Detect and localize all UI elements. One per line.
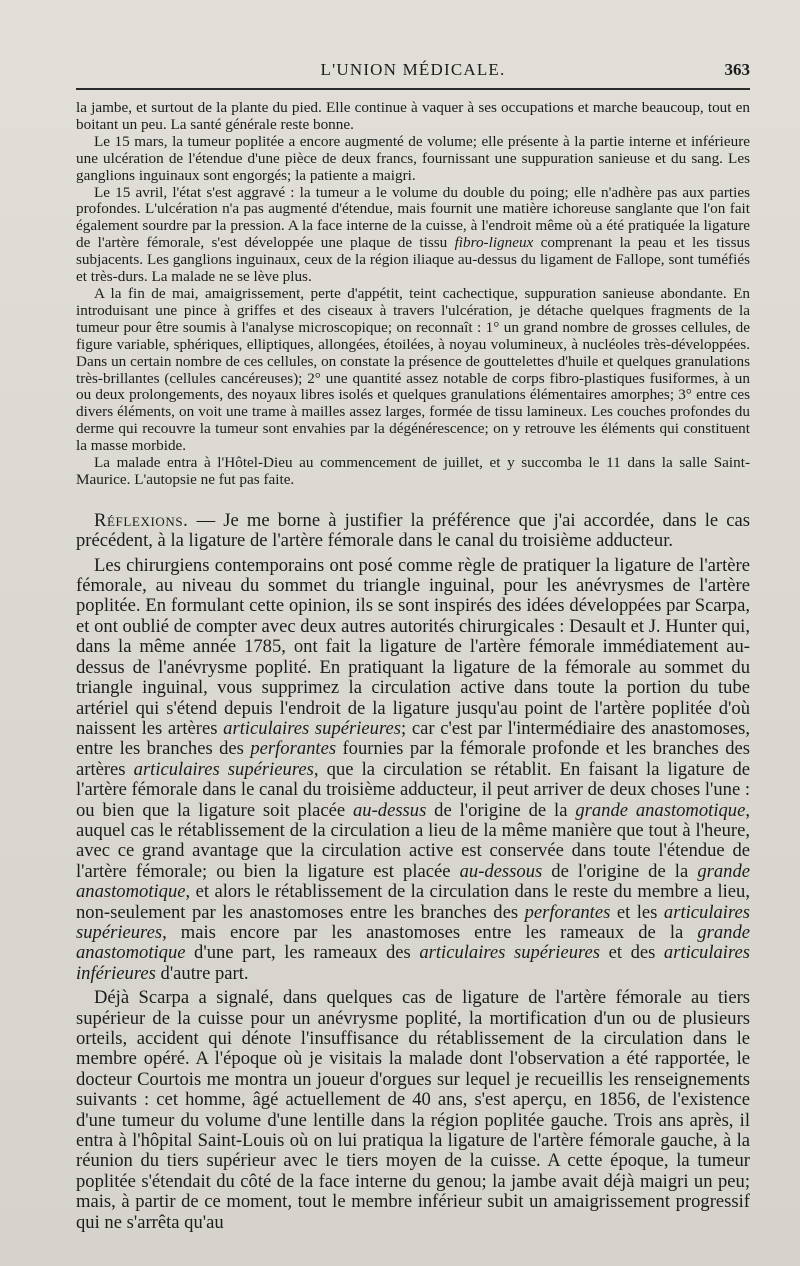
italic-term: grande anastomotique bbox=[76, 860, 750, 903]
page-header bbox=[76, 60, 750, 82]
paragraph: A la fin de mai, amaigrissement, perte d'appétit, teint cachectique, suppuration sanieuse abondante. En introduisant une pince à griffes et des ciseaux à travers l'ulcération, je détache quelques fragments de la tumeur pour être soumis à l'analyse microscopique; on reconnaît : 1° un grand nombre de grosses cellules, de figure variable, sphériques, elliptiques, allongées, étoilées, à noyau volumineux, à nucléoles très-développées. Dans un certain nombre de ces cellules, on constate la présence de gouttelettes d'huile et quelques granulations très-brillantes (cellules cancéreuses); 2° une quantité assez notable de corps fibro-plastiques fusiformes, à un ou deux prolongements, des noyaux libres isolés et quelques granulations élémentaires amorphes; 3° entre ces divers éléments, on voit une trame à mailles assez larges, formée de tissu lamineux. Les couches profondes du derme qui recouvre la tumeur sont envahies par la dégénérescence; on y retrouve les éléments qui constituent la masse morbide. bbox=[76, 284, 750, 455]
italic-term: articulaires supérieures bbox=[419, 942, 601, 964]
reflexions-section bbox=[76, 511, 750, 1233]
text-run: fournies par la fémorale profonde et les branches des artères bbox=[76, 738, 750, 780]
text-run: Les chirurgiens contemporains ont posé comme règle de pratiquer la ligature de l'artère fémorale, au niveau du sommet du triangle inguinal, pour les anévrysmes de l'artère poplitée. En formulant cette opinion, ils se sont inspirés des idées développées par Scarpa, et ont oublié de compter avec deux autres autorités chirurgicales : Desault et J. Hunter qui, dans la même année 1785, ont fait la ligature de l'artère fémorale immédiatement au-dessus de l'anévrysme poplité. En pratiquant la ligature de la fémorale au sommet du triangle inguinal, vous supprimez la circulation active dans toute la portion du tube artériel qui s'étend depuis l'endroit de la ligature jusqu'au point de l'artère poplitée d'où naissent les artères bbox=[76, 554, 750, 739]
section-lead: Réflexions. bbox=[94, 509, 189, 531]
paragraph bbox=[76, 556, 750, 985]
italic-term: articulaires inférieures bbox=[76, 942, 750, 984]
text-run: de l'origine de la bbox=[542, 860, 698, 882]
text-run: ; car c'est par l'intermédiaire des anastomoses, entre les branches des bbox=[76, 717, 750, 760]
italic-term: articulaires supérieures bbox=[223, 717, 401, 739]
text-run: — Je me borne à justifier la préférence que j'ai accordée, dans le cas précédent, à la ligature de l'artère fémorale dans le canal du troisième adducteur. bbox=[76, 509, 750, 552]
italic-term: au-dessus bbox=[352, 799, 427, 821]
text-run: Le 15 avril, l'état s'est aggravé : la tumeur a le volume du double du poing; elle n'adhère pas aux parties profondes. L'ulcération n'a pas augmenté d'étendue, mais fournit une matière ichoreuse sanglante que l'on fait également sourdre par la pression. A la face interne de la cuisse, à l'endroit même où a été pratiquée la ligature de l'artère fémorale, s'est développée une plaque de tissu bbox=[76, 183, 750, 252]
text-run: d'une part, les rameaux des bbox=[185, 942, 420, 964]
header-rule bbox=[76, 88, 750, 90]
text-run: et les bbox=[610, 901, 664, 923]
paragraph: Le 15 mars, la tumeur poplitée a encore augmenté de volume; elle présente à la partie interne et inférieure une ulcération de l'étendue d'une pièce de deux francs, fournissant une suppuration sanieuse et du sang. Les ganglions inguinaux sont engorgés; la patiente a maigri. bbox=[76, 132, 750, 184]
running-title: L'UNION MÉDICALE. bbox=[320, 60, 506, 79]
italic-term: perforantes bbox=[524, 901, 611, 923]
paragraph bbox=[76, 511, 750, 552]
italic-term: articulaires supérieures bbox=[76, 901, 750, 943]
italic-term: articulaires supérieures bbox=[133, 758, 314, 780]
text-run: , auquel cas le rétablissement de la circulation a lieu de la même manière que tout à l'heure, avec ce grand avantage que la circulation active est conservée dans toute l'étendue de l'artère fémorale; ou bien la ligature est placée bbox=[76, 799, 750, 882]
paragraph: Déjà Scarpa a signalé, dans quelques cas de ligature de l'artère fémorale au tiers supérieur de la cuisse pour un anévrysme poplité, la mortification d'un ou de plusieurs orteils, accident qui dénote l'insuffisance du rétablissement de la circulation dans le membre opéré. A l'époque où je visitais la malade dont l'observation a été rapportée, le docteur Courtois me montra un joueur d'orgues sur lequel je recueillis les renseignements suivants : cet homme, âgé actuellement de 40 ans, s'est aperçu, en 1856, de l'existence d'une tumeur du volume d'une lentille dans la région poplitée gauche. Trois ans après, il entra à l'hôpital Saint-Louis où on lui pratiqua la ligature de l'artère fémorale gauche, à la réunion du tiers supérieur avec le tiers moyen de la cuisse. A cette époque, la tumeur poplitée s'étendait du côté de la face interne du genou; la jambe avait déjà maigri un peu; mais, à partir de ce moment, tout le membre inférieur subit un amaigrissement progressif qui ne s'arrêta qu'au bbox=[76, 987, 750, 1233]
italic-term: grande anastomotique bbox=[575, 799, 746, 821]
text-run: , mais encore par les anastomoses entre les rameaux de la bbox=[162, 921, 698, 943]
text-run: , et alors le rétablissement de la circulation dans le reste du membre a lieu, non-seulement par les anastomoses entre les branches des bbox=[76, 881, 750, 923]
paragraph: la jambe, et surtout de la plante du pied. Elle continue à vaquer à ses occupations et marche beaucoup, tout en boitant un peu. La santé générale reste bonne. bbox=[76, 99, 750, 133]
page-number: 363 bbox=[724, 60, 750, 79]
italic-term: perforantes bbox=[250, 738, 337, 760]
italic-term: au-dessous bbox=[459, 860, 543, 882]
text-run: d'autre part. bbox=[155, 962, 249, 984]
text-run: de l'origine de la bbox=[426, 799, 576, 821]
italic-term: fibro-ligneux bbox=[454, 234, 534, 252]
article-body bbox=[76, 100, 750, 1233]
paragraph: La malade entra à l'Hôtel-Dieu au commencement de juillet, et y succomba le 11 dans la salle Saint-Maurice. L'autopsie ne fut pas faite. bbox=[76, 454, 750, 488]
text-run: comprenant la peau et les tissus subjacents. Les ganglions inguinaux, ceux de la région iliaque au-dessus du ligament de Fallope, sont tuméfiés et très-durs. La malade ne se lève plus. bbox=[76, 234, 750, 286]
case-report bbox=[76, 100, 750, 489]
paragraph bbox=[76, 185, 750, 286]
italic-term: grande anastomotique bbox=[76, 921, 750, 964]
text-run: , que la circulation se rétablit. En faisant la ligature de l'artère fémorale dans le canal du troisième adducteur, il peut arriver de deux choses l'une : ou bien que la ligature soit placée bbox=[76, 758, 751, 821]
text-run: et des bbox=[600, 942, 664, 964]
